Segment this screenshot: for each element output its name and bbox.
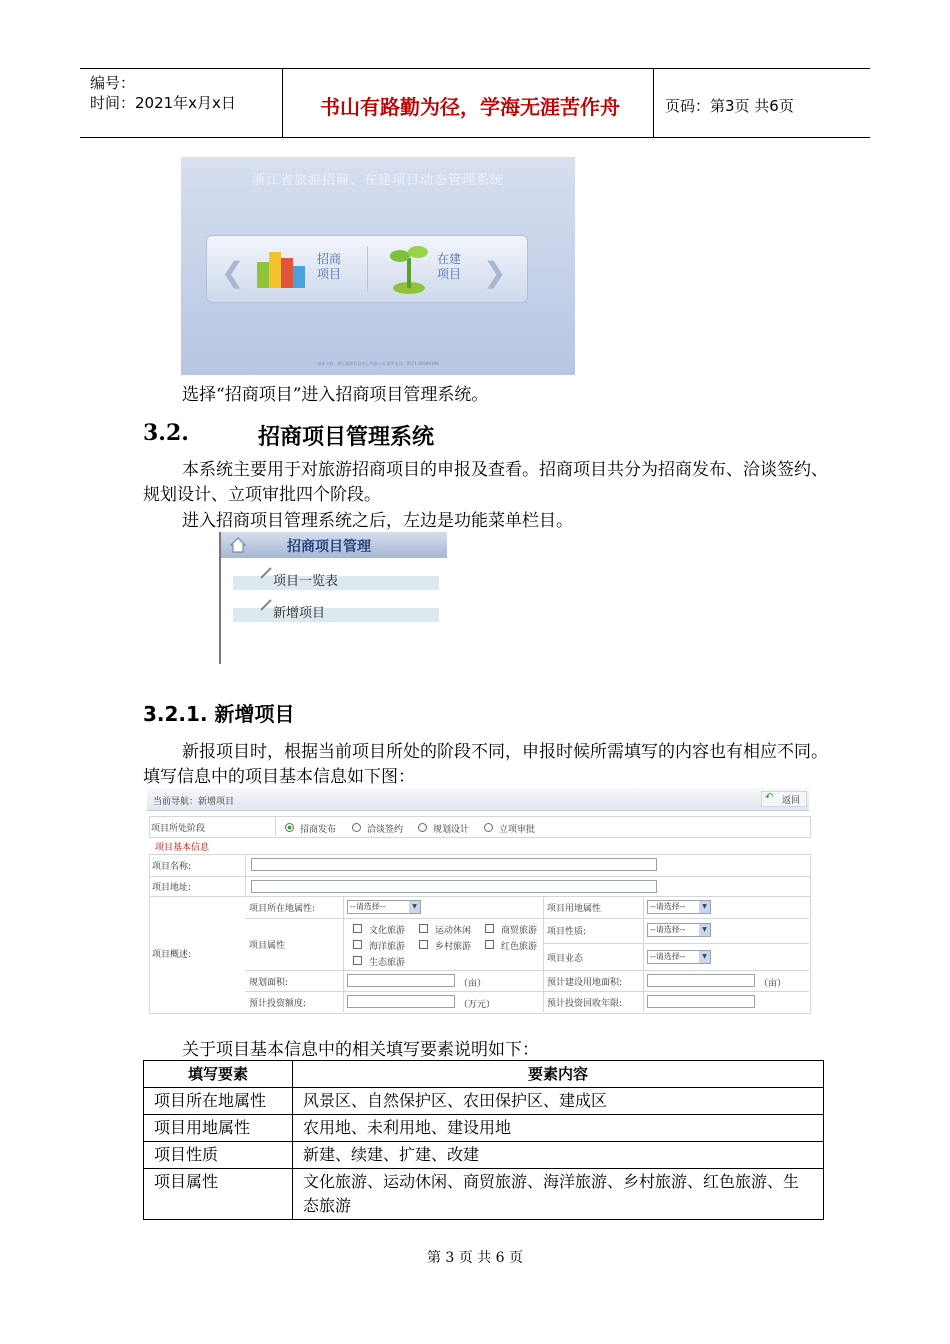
table-cell: 风景区、自然保护区、农田保护区、建成区 xyxy=(293,1088,824,1115)
invest-input[interactable] xyxy=(347,995,455,1008)
section-number: 3.2. xyxy=(143,420,189,446)
invest-label: 预计投资额度: xyxy=(249,999,307,1009)
page-header xyxy=(80,68,870,138)
row-divider xyxy=(245,918,809,919)
table-header: 填写要素 xyxy=(144,1061,293,1088)
bar-icon-part xyxy=(281,258,293,288)
page-footer: 第 3 页 共 6 页 xyxy=(426,1250,524,1266)
table-cell: 文化旅游、运动休闲、商贸旅游、海洋旅游、乡村旅游、红色旅游、生态旅游 xyxy=(293,1169,824,1220)
sprout-icon-part xyxy=(408,246,428,258)
table-cell: 项目性质 xyxy=(144,1142,293,1169)
attr-checkbox-3[interactable] xyxy=(485,924,494,933)
back-button[interactable] xyxy=(761,791,807,807)
attr-checkbox-7[interactable] xyxy=(353,956,362,965)
stage-radio-3[interactable] xyxy=(418,823,427,832)
sprout-icon[interactable] xyxy=(387,242,431,296)
business-label: 项目业态 xyxy=(547,954,584,964)
new-project-form xyxy=(147,788,809,1012)
header-meta xyxy=(90,73,236,113)
overview-label: 项目概述: xyxy=(152,950,192,960)
investment-project-icon[interactable] xyxy=(255,246,311,290)
sprout-icon-part xyxy=(390,250,410,262)
attr-checkbox-5[interactable] xyxy=(419,940,428,949)
system-entry-screenshot xyxy=(181,157,575,375)
menu-header xyxy=(221,532,447,558)
stage-option-1: 招商发布 xyxy=(300,825,337,835)
table-cell: 项目用地属性 xyxy=(144,1115,293,1142)
paragraph-select: 选择“招商项目”进入招商项目管理系统。 xyxy=(182,385,489,405)
header-motto: 书山有路勤为径，学海无涯苦作舟 xyxy=(320,95,620,119)
address-label: 项目地址: xyxy=(152,883,192,893)
build-area-label: 预计建设用地面积: xyxy=(547,978,623,988)
attr-label: 项目属性 xyxy=(249,941,286,951)
pen-icon-shape xyxy=(261,568,271,578)
table-cell: 农用地、未利用地、建设用地 xyxy=(293,1115,824,1142)
table-header: 要素内容 xyxy=(293,1061,824,1088)
pen-icon xyxy=(259,566,273,580)
payback-label: 预计投资回收年限: xyxy=(547,999,623,1009)
land-attr-label: 项目所在地属性: xyxy=(249,904,316,914)
back-button-label: 返回 xyxy=(782,796,801,806)
table-cell: 项目所在地属性 xyxy=(144,1088,293,1115)
row-divider xyxy=(543,943,809,944)
subsection-title: 3.2.1. 新增项目 xyxy=(143,702,295,726)
bar-icon-part xyxy=(269,252,281,288)
land-use-select[interactable]: --请选择-- ▼ xyxy=(647,900,711,914)
chevron-left-icon[interactable]: ❮ xyxy=(221,256,245,289)
attr-checkbox-4[interactable] xyxy=(353,940,362,949)
cell-divider xyxy=(275,816,276,836)
nature-label: 项目性质: xyxy=(547,927,587,937)
row-divider xyxy=(245,991,809,992)
project-address-input[interactable] xyxy=(251,880,657,893)
table-row xyxy=(144,1115,824,1142)
attr-checkbox-2[interactable] xyxy=(419,924,428,933)
paragraph-elements: 关于项目基本信息中的相关填写要素说明如下： xyxy=(182,1040,539,1060)
system-title: 浙江省旅游招商、在建项目动态管理系统 xyxy=(251,173,504,188)
header-time: 时间：2021年x月x日 xyxy=(90,94,236,112)
invest-unit: （万元） xyxy=(459,1000,496,1010)
build-area-input[interactable] xyxy=(647,974,755,987)
table-header-row xyxy=(144,1061,824,1088)
table-row xyxy=(144,1142,824,1169)
plan-area-unit: （亩） xyxy=(459,979,487,989)
entry-panel xyxy=(206,235,528,303)
stage-radio-1[interactable] xyxy=(285,823,294,832)
back-arrow-icon: ↶ xyxy=(765,792,774,803)
paragraph-new-project: 新报项目时，根据当前项目所处的阶段不同，申报时候所需填写的内容也有相应不同。填写信息中的项目基本信息如下图： xyxy=(143,742,828,787)
cell-divider xyxy=(643,896,644,1012)
form-nav-bar xyxy=(147,788,809,811)
stage-row xyxy=(149,816,811,838)
attr-checkbox-1[interactable] xyxy=(353,924,362,933)
pen-icon-shape xyxy=(261,600,271,610)
paragraph-intro: 本系统主要用于对旅游招商项目的申报及查看。招商项目共分为招商发布、洽谈签约、规划设计、立项审批四个阶段。 xyxy=(143,460,828,505)
table-row xyxy=(144,1088,824,1115)
paragraph-menu: 进入招商项目管理系统之后，左边是功能菜单栏目。 xyxy=(182,511,573,531)
table-cell: 项目属性 xyxy=(144,1169,293,1220)
cell-divider xyxy=(343,896,344,1012)
stage-radio-2[interactable] xyxy=(352,823,361,832)
attr-option-3: 商贸旅游 xyxy=(501,926,538,936)
attr-option-2: 运动休闲 xyxy=(435,926,472,936)
nature-select[interactable]: --请选择-- ▼ xyxy=(647,923,711,937)
attr-option-6: 红色旅游 xyxy=(501,942,538,952)
panel-divider xyxy=(367,246,368,292)
stage-radio-4[interactable] xyxy=(484,823,493,832)
attr-option-7: 生态旅游 xyxy=(369,958,406,968)
pen-icon xyxy=(259,598,273,612)
stage-option-4: 立项审批 xyxy=(499,825,536,835)
project-name-input[interactable] xyxy=(251,858,657,871)
header-number: 编号： xyxy=(90,74,136,92)
table-row xyxy=(144,1169,824,1220)
menu-screenshot xyxy=(219,532,447,664)
plan-area-input[interactable] xyxy=(347,974,455,987)
section-header: 项目基本信息 xyxy=(155,843,210,853)
attr-checkbox-6[interactable] xyxy=(485,940,494,949)
row-divider xyxy=(245,970,809,971)
table-cell: 新建、续建、扩建、改建 xyxy=(293,1142,824,1169)
section-title: 招商项目管理系统 xyxy=(258,424,435,450)
menu-title: 招商项目管理 xyxy=(287,539,371,555)
system-footer: 技术支持：浙江旅游信息中心有限公司 联系电话：0571-85069106 xyxy=(317,361,439,366)
name-label: 项目名称: xyxy=(152,862,192,872)
chevron-right-icon[interactable]: ❯ xyxy=(483,256,507,289)
menu-item-project-list[interactable]: 项目一览表 xyxy=(273,574,339,589)
home-icon-shape xyxy=(231,538,245,552)
plan-area-label: 规划面积: xyxy=(249,978,289,988)
business-select[interactable]: --请选择-- ▼ xyxy=(647,950,711,964)
stage-option-2: 洽谈签约 xyxy=(367,825,404,835)
option-investment-project[interactable]: 招商 项目 xyxy=(317,252,342,281)
stage-option-3: 规划设计 xyxy=(433,825,470,835)
stage-label: 项目所处阶段 xyxy=(151,824,206,834)
attr-option-5: 乡村旅游 xyxy=(435,942,472,952)
attr-option-4: 海洋旅游 xyxy=(369,942,406,952)
bar-icon-part xyxy=(293,266,305,288)
header-page: 页码：第3页 共6页 xyxy=(665,97,794,115)
build-area-unit: （亩） xyxy=(759,979,787,989)
sprout-icon-part xyxy=(407,258,411,288)
option-construction-project[interactable]: 在建 项目 xyxy=(437,252,462,281)
land-attr-select[interactable]: --请选择-- ▼ xyxy=(347,900,421,914)
element-table xyxy=(143,1060,824,1220)
land-use-label: 项目用地属性 xyxy=(547,904,602,914)
breadcrumb: 当前导航：新增项目 xyxy=(153,797,235,807)
bar-icon-part xyxy=(257,262,269,288)
home-icon[interactable] xyxy=(229,536,247,554)
header-divider xyxy=(282,69,283,137)
payback-input[interactable] xyxy=(647,995,755,1008)
attr-option-1: 文化旅游 xyxy=(369,926,406,936)
menu-item-new-project[interactable]: 新增项目 xyxy=(273,606,326,621)
cell-divider xyxy=(543,896,544,1012)
